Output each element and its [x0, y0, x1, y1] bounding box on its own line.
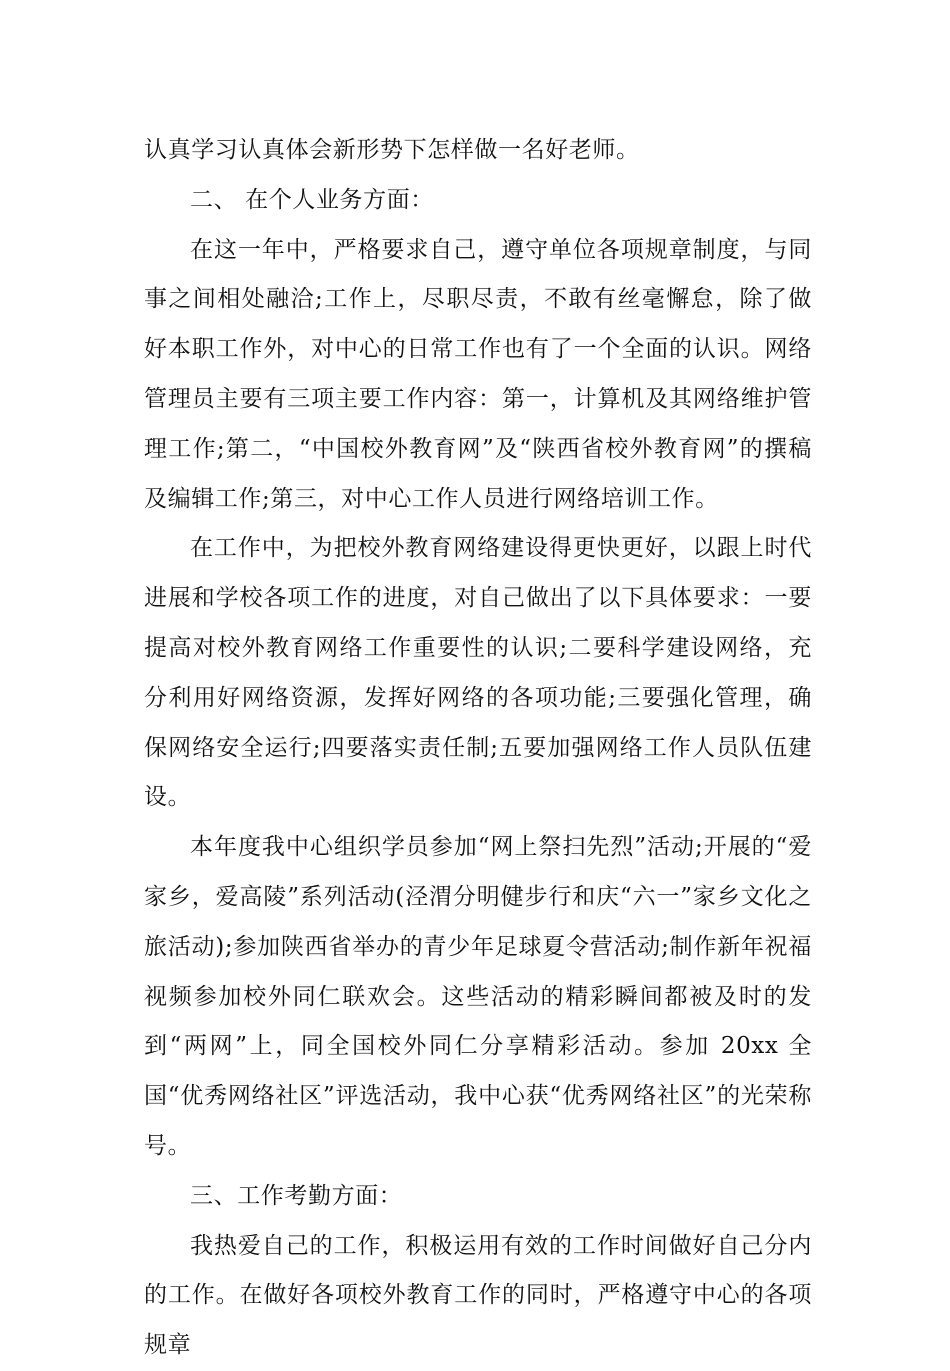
paragraph-activities: 本年度我中心组织学员参加“网上祭扫先烈”活动;开展的“爱家乡，爱高陵”系列活动(泾渭分明健步行和庆“六一”家乡文化之旅活动);参加陕西省举办的青少年足球夏令营活动;制作新年祝福视频参加校外同仁联欢会。这些活动的精彩瞬间都被及时的发到“两网”上，同全国校外同仁分享精彩活动。参加 20xx 全国“优秀网络社区”评选活动，我中心获“优秀网络社区”的光荣称号。	[144, 834, 812, 1159]
document-body	[144, 126, 812, 1371]
paragraph-continuation: 认真学习认真体会新形势下怎样做一名好老师。	[144, 137, 640, 163]
paragraph-yearly-duties: 在这一年中，严格要求自己，遵守单位各项规章制度，与同事之间相处融洽;工作上，尽职尽责，不敢有丝毫懈怠，除了做好本职工作外，对中心的日常工作也有了一个全面的认识。网络管理员主要有三项主要工作内容：第一，计算机及其网络维护管理工作;第二，“中国校外教育网”及“陕西省校外教育网”的撰稿及编辑工作;第三，对中心工作人员进行网络培训工作。	[144, 236, 812, 512]
section-heading-personal-work: 二、 在个人业务方面：	[190, 186, 434, 213]
section-heading-attendance: 三、工作考勤方面：	[190, 1182, 403, 1209]
paragraph-network-requirements: 在工作中，为把校外教育网络建设得更快更好，以跟上时代进展和学校各项工作的进度，对自己做出了以下具体要求：一要提高对校外教育网络工作重要性的认识;二要科学建设网络，充分利用好网络资源，发挥好网络的各项功能;三要强化管理，确保网络安全运行;四要落实责任制;五要加强网络工作人员队伍建设。	[144, 535, 812, 811]
paragraph-attendance: 我热爱自己的工作，积极运用有效的工作时间做好自己分内的工作。在做好各项校外教育工作的同时，严格遵守中心的各项规章	[144, 1232, 812, 1359]
